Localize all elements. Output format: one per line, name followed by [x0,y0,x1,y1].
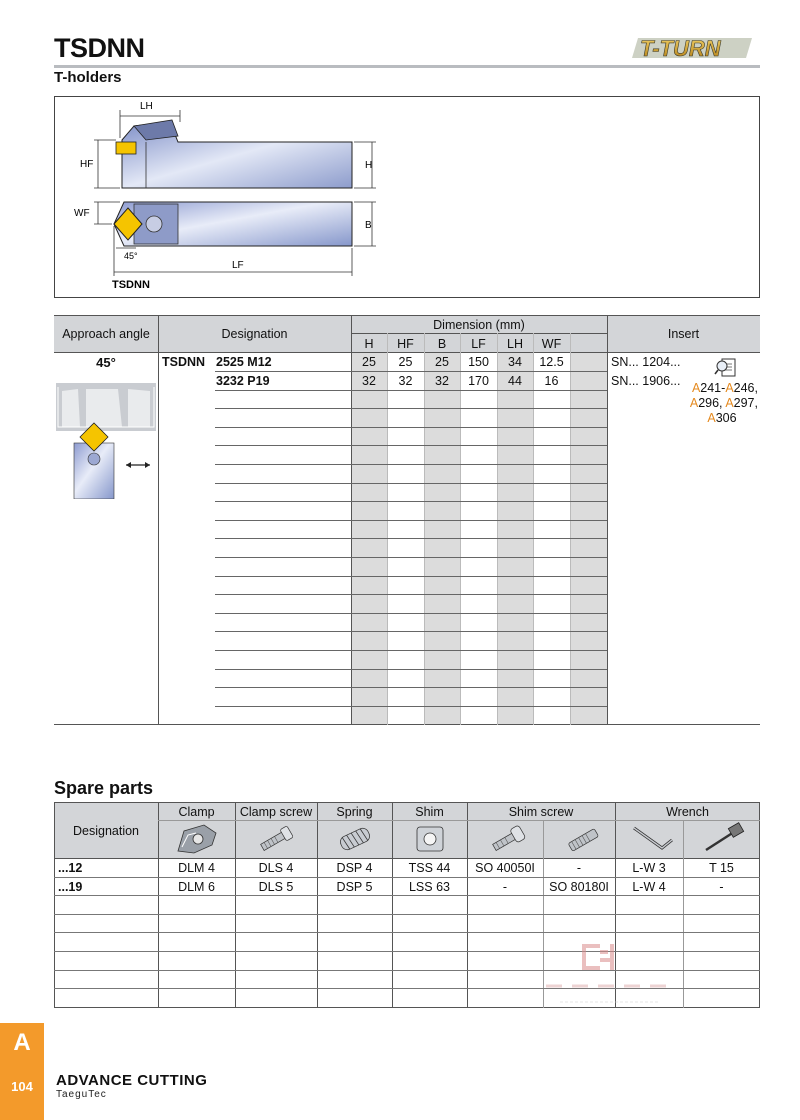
shim-screw-icon [486,824,530,854]
dim-cell: 32 [435,374,449,388]
holder-drawing [54,96,760,298]
page-references[interactable]: A241-A246, A296, A297, A306 [689,381,758,425]
spare-cell-shim: LSS 63 [408,880,450,894]
spare-cell-shim-screw: SO 40050I [475,861,535,875]
spare-cell-hex-key: L-W 4 [632,880,666,894]
logo-text: ADVANCE CUTTING [56,1072,208,1089]
torx-key-icon [700,822,750,856]
row-separator [215,483,607,484]
advance-cutting-logo [56,1072,207,1100]
row-separator [215,538,607,539]
grid-line [467,802,468,1008]
row-separator [215,557,607,558]
spare-cell-clamp: DLM 4 [178,861,215,875]
spare-designation: ...19 [58,880,83,894]
header-dim-lh: LH [507,337,523,351]
row-separator [215,520,607,521]
row-separator [215,390,607,391]
shim-icon [414,824,446,854]
dim-label-hf: HF [80,159,94,170]
row-separator [215,427,607,428]
dim-label-angle: 45° [124,251,138,261]
designation-prefix: TSDNN [162,355,206,369]
header-dimension: Dimension (mm) [433,318,525,332]
header-dim-lf: LF [471,337,486,351]
header-dim-hf: HF [397,337,414,351]
row-separator [215,408,607,409]
header-dim-h: H [364,337,374,351]
spare-cell-shim-screw-alt: - [576,861,582,875]
grid-line [392,802,393,1008]
grid-line [54,877,760,878]
dim-label-lf: LF [232,260,244,271]
spare-cell-clamp-screw: DLS 4 [258,861,294,875]
dim-cell: 25 [362,355,376,369]
clamp-screw-icon [254,824,298,854]
holder-table [54,315,760,725]
grid-line [54,932,760,933]
spare-header-shim: Shim [415,805,444,819]
shim-screw-alt-icon [562,824,606,854]
page-subtitle: T-holders [54,69,122,86]
spare-cell-shim-screw: - [502,880,508,894]
spare-cell-clamp-screw: DLS 5 [258,880,294,894]
dim-cell: 32 [398,374,413,388]
magnifier-page-icon[interactable] [714,355,738,379]
row-separator [215,631,607,632]
dim-label-h: H [365,160,373,171]
header-dim-b: B [437,337,447,351]
insert-cell: SN... 1204... [611,355,681,369]
grid-line [158,802,159,1008]
dim-cell: 12.5 [539,355,564,369]
row-separator [215,706,607,707]
spare-header-clamp-screw: Clamp screw [239,805,313,819]
spare-designation: ...12 [58,861,83,875]
grid-line [317,802,318,1008]
spring-icon [334,824,376,854]
grid-line [235,802,236,1008]
spare-header-clamp: Clamp [178,805,215,819]
dim-cell: 25 [435,355,449,369]
spare-cell-shim: TSS 44 [408,861,451,875]
grid-line [54,858,760,859]
grid-line [54,802,760,803]
row-separator [215,594,607,595]
spare-cell-torx-key: T 15 [709,861,734,875]
dim-label-wf: WF [74,208,90,219]
dim-cell: 16 [544,374,559,388]
row-separator [215,464,607,465]
dim-label-b: B [365,220,372,231]
drawing-caption: TSDNN [112,279,150,291]
svg-text:T-TURN: T-TURN [640,36,721,61]
designation-code: 3232 P19 [216,374,270,388]
dim-cell: 44 [508,374,522,388]
spare-cell-clamp: DLM 6 [178,880,215,894]
spare-cell-hex-key: L-W 3 [632,861,666,875]
spare-cell-shim-screw-alt: SO 80180I [549,880,609,894]
watermark-logo [540,940,680,1010]
spare-cell-spring: DSP 5 [336,880,373,894]
grid-line [158,820,760,821]
row-separator [215,501,607,502]
row-separator [215,613,607,614]
section-letter: A [13,1029,31,1056]
clamp-icon [174,823,220,855]
row-separator [215,650,607,651]
title-rule [54,65,760,68]
spare-header-spring: Spring [336,805,373,819]
spare-cell-torx-key: - [719,880,724,894]
dim-label-lh: LH [140,101,153,112]
header-approach-angle: Approach angle [62,327,150,341]
grid-line [54,914,760,915]
approach-angle-value: 45° [96,355,116,370]
approach-angle-illustration [56,383,156,499]
dim-cell: 25 [398,355,413,369]
logo-subtext: TaeguTec [56,1089,107,1100]
spare-header-shim-screw: Shim screw [508,805,574,819]
row-separator [215,576,607,577]
insert-cell: SN... 1906... [611,374,681,388]
spare-header-wrench: Wrench [666,805,709,819]
dim-cell: 32 [362,374,376,388]
header-designation: Designation [221,327,288,341]
hex-key-icon [628,822,678,856]
page-number: 104 [11,1079,33,1094]
row-separator [215,687,607,688]
grid-line [54,895,760,896]
row-separator [215,371,607,372]
grid-line [759,802,760,1008]
dim-cell: 34 [508,355,522,369]
dim-cell: 170 [468,374,489,388]
designation-code: 2525 M12 [216,355,272,369]
row-separator [215,445,607,446]
spare-parts-title: Spare parts [54,778,154,798]
section-tab [0,1023,44,1120]
header-insert: Insert [667,327,700,341]
spare-header-designation: Designation [72,824,139,838]
dim-cell: 150 [468,355,489,369]
t-turn-logo [630,30,760,64]
row-separator [215,669,607,670]
page-title: TSDNN [54,33,145,63]
spare-cell-spring: DSP 4 [336,861,373,875]
header-dim-wf: WF [541,337,562,351]
